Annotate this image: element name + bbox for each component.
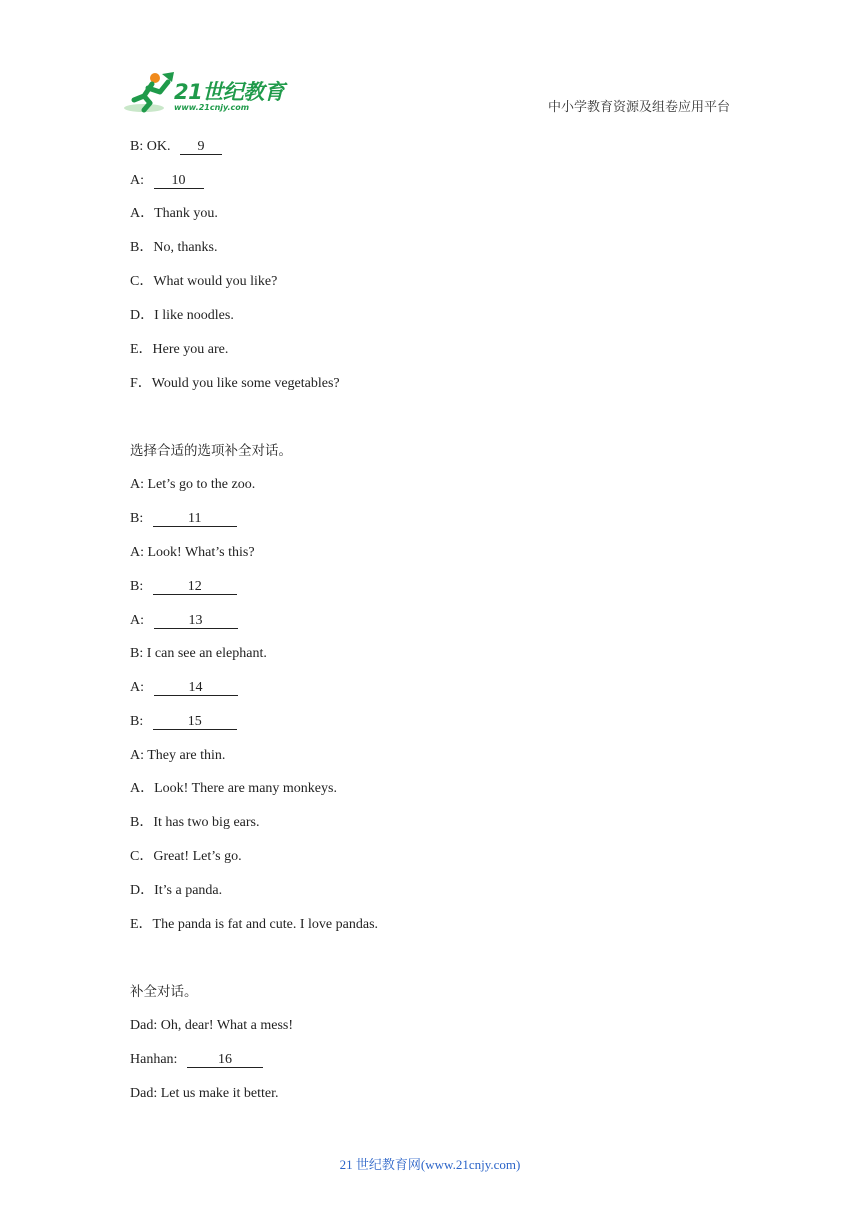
answer-blank-11: 11 — [153, 511, 237, 527]
option-item: E．Here you are. — [130, 342, 229, 357]
option-item: E．The panda is fat and cute. I love pandas. — [130, 917, 379, 932]
page-footer: 21 世纪教育网(www.21cnjy.com) — [339, 1157, 521, 1172]
dialogue-line: A: Look! What’s this? — [130, 545, 255, 560]
speaker: A: — [130, 173, 144, 188]
option-item: F．Would you like some vegetables? — [130, 376, 340, 391]
option-item: A．Look! There are many monkeys. — [130, 781, 337, 796]
logo-url: www.21cnjy.com — [174, 103, 250, 112]
dialogue-line — [130, 1051, 263, 1069]
option-item: A．Thank you. — [130, 206, 218, 221]
answer-blank-16: 16 — [187, 1052, 263, 1068]
dialogue-line: B: I can see an elephant. — [130, 646, 267, 661]
answer-blank-12: 12 — [153, 579, 237, 595]
option-item: D．It’s a panda. — [130, 883, 223, 898]
dialogue-line — [130, 510, 237, 528]
runner-logo-icon — [122, 70, 178, 116]
option-item: C．What would you like? — [130, 274, 278, 289]
option-item: D．I like noodles. — [130, 308, 234, 323]
dialogue-line — [130, 612, 238, 630]
logo — [122, 70, 292, 116]
dialogue-line — [130, 172, 204, 190]
section-instruction: 选择合适的选项补全对话。 — [130, 443, 292, 459]
dialogue-line: A: Let’s go to the zoo. — [130, 477, 256, 492]
answer-blank-9: 9 — [180, 139, 222, 155]
answer-blank-14: 14 — [154, 680, 238, 696]
dialogue-line — [130, 138, 222, 156]
speaker: B: OK. — [130, 139, 171, 154]
speaker: A: — [130, 613, 144, 628]
speaker: Hanhan: — [130, 1052, 178, 1067]
dialogue-line — [130, 713, 237, 731]
section-instruction: 补全对话。 — [130, 984, 198, 1000]
answer-blank-13: 13 — [154, 613, 238, 629]
logo-text: 21世纪教育 — [174, 80, 285, 104]
option-item: B．It has two big ears. — [130, 815, 260, 830]
answer-blank-15: 15 — [153, 714, 237, 730]
dialogue-line: Dad: Let us make it better. — [130, 1086, 279, 1101]
dialogue-line: A: They are thin. — [130, 748, 226, 763]
speaker: B: — [130, 579, 144, 594]
option-item: B．No, thanks. — [130, 240, 218, 255]
dialogue-line — [130, 578, 237, 596]
answer-blank-10: 10 — [154, 173, 204, 189]
speaker: A: — [130, 680, 144, 695]
option-item: C．Great! Let’s go. — [130, 849, 242, 864]
page-header — [0, 0, 860, 125]
speaker: B: — [130, 714, 144, 729]
dialogue-line: Dad: Oh, dear! What a mess! — [130, 1018, 294, 1033]
dialogue-line — [130, 679, 238, 697]
site-tagline: 中小学教育资源及组卷应用平台 — [548, 100, 731, 115]
speaker: B: — [130, 511, 144, 526]
